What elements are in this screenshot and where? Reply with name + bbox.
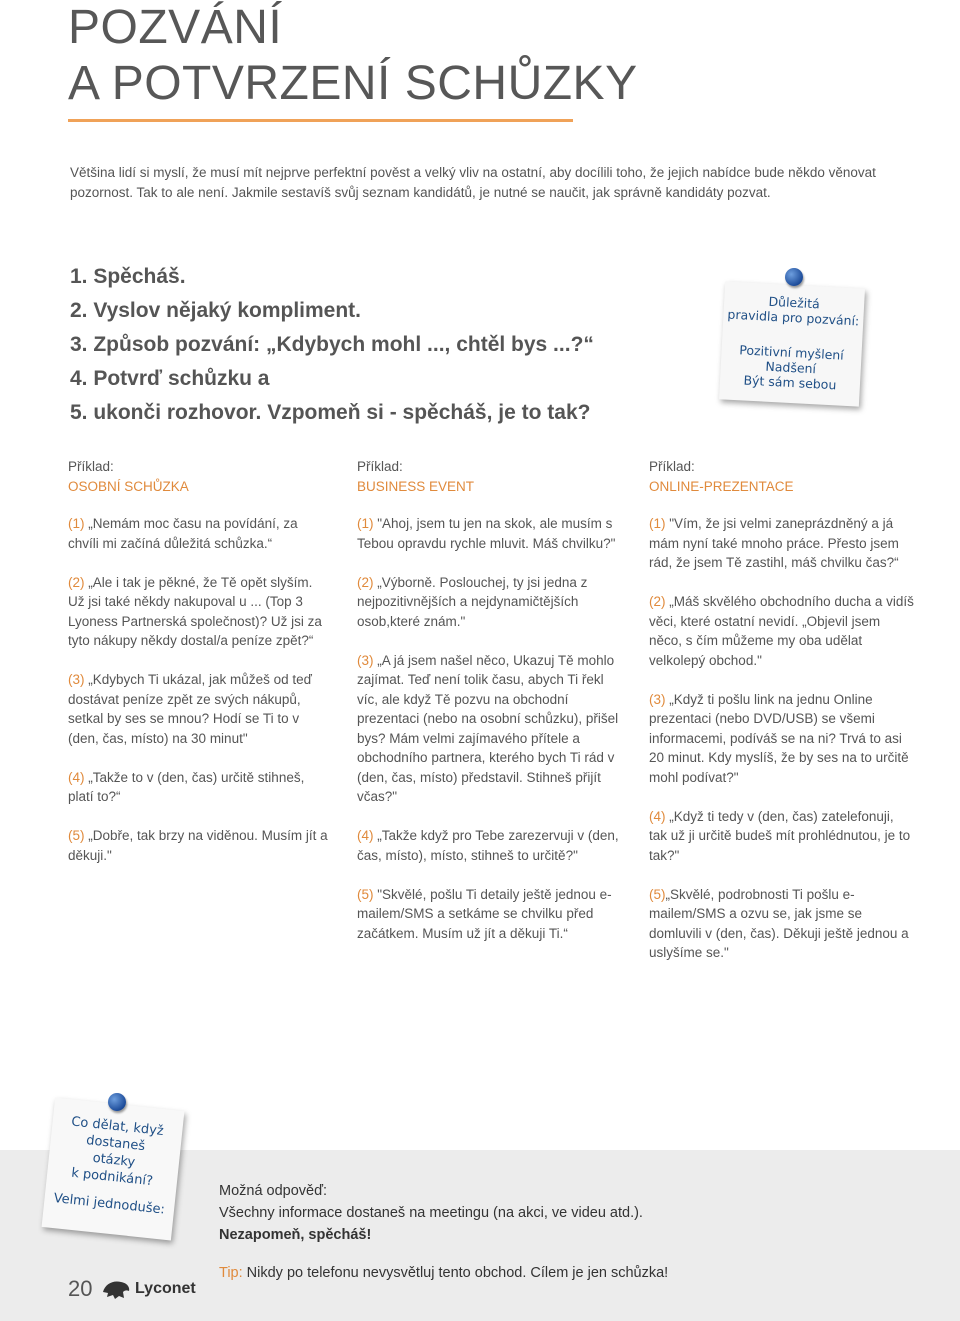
step-text: "Vím, že jsi velmi zaneprázdněný a já mám nyní také mnoho práce. Přesto jsem rád, že jsem Tě zastihl, máš chvilku čas?“	[649, 516, 899, 570]
pushpin-icon	[108, 1093, 126, 1111]
dialog-step	[357, 826, 622, 865]
title-divider	[68, 119, 573, 122]
example-category: ONLINE-PREZENTACE	[649, 478, 794, 494]
page-title	[68, 0, 638, 112]
step-3: 3. Způsob pozvání: „Kdybych mohl ..., chtěl bys ...?“	[70, 333, 594, 356]
note-line: k podnikání?	[70, 1165, 154, 1190]
step-number: (2)	[357, 574, 374, 590]
example-label: Příklad:	[357, 459, 403, 474]
step-number: (2)	[649, 594, 666, 609]
lion-icon	[101, 1278, 131, 1300]
page-number: 20	[68, 1276, 93, 1301]
tip	[219, 1265, 668, 1281]
pushpin-icon	[785, 268, 803, 286]
step-text: „A já jsem našel něco, Ukazuj Tě mohlo zajímat. Teď není tolik času, abych Ti řekl víc, ale když Tě pozvu na obchodní prezentaci (nebo na osobní schůzku), přišel bys? Mám velmi zajímavého přítele a obchodního partnera, kterého bych Ti rád v (den, čas, místo) představil. Stihneš přijít včas?"	[357, 652, 619, 804]
dialog-step	[357, 651, 622, 807]
steps-list	[70, 260, 594, 430]
rule-item: Nadšení	[765, 358, 817, 377]
step-number: (1)	[357, 516, 374, 531]
step-text: „Takže když pro Tebe zarezervuji v (den, čas, místo), místo, stihneš to určitě?"	[357, 828, 619, 863]
step-text: "Skvělé, pošlu Ti detaily ještě jednou e-mailem/SMS a setkáme se chvilku před začátkem. Musím už jít a děkuji Ti.“	[357, 886, 612, 941]
step-number: (5)	[649, 886, 666, 902]
step-number: (4)	[357, 828, 374, 843]
example-label: Příklad:	[649, 459, 695, 474]
answer-text: Všechny informace dostaneš na meetingu (na akci, ve videu atd.).	[219, 1205, 643, 1221]
dialog-step	[68, 573, 328, 651]
dialog-step	[68, 768, 328, 807]
rule-item: Pozitivní myšlení	[738, 342, 845, 363]
step-number: (1)	[68, 516, 85, 531]
step-number: (3)	[68, 672, 85, 687]
intro-paragraph: Většina lidí si myslí, že musí mít nejprve perfektní pověst a velký vliv na ostatní, aby docílili toho, že jejich nabídce bude někdo věnovat pozornost. Tak to ale není. Jakmile sestavíš svůj seznam kandidátů, je nutné se naučit, jak správně kandidáty pozvat.	[70, 165, 876, 200]
dialog-step	[68, 670, 328, 748]
dialog-step	[68, 826, 328, 865]
answer-label: Možná odpověď:	[219, 1183, 328, 1199]
dialog-step	[357, 573, 622, 632]
tip-text: Nikdy po telefonu nevysvětluj tento obchod. Cílem je jen schůzka!	[242, 1265, 669, 1281]
example-column-business-event	[357, 457, 622, 963]
dialog-step	[357, 514, 622, 553]
step-number: (1)	[649, 516, 666, 531]
step-number: (4)	[68, 769, 85, 785]
logo-text: Lyconet	[135, 1280, 196, 1297]
rules-heading-2: pravidla pro pozvání:	[727, 306, 860, 329]
rules-sticky-note	[719, 281, 865, 406]
note-line: dostaneš	[85, 1133, 146, 1155]
dialog-step	[649, 592, 914, 670]
rules-heading-1: Důležitá	[768, 293, 821, 312]
step-2: 2. Vyslov nějaký kompliment.	[70, 299, 362, 322]
step-text: „Ale i tak je pěkné, že Tě opět slyším. Už jsi také někdy nakupoval u ... (Top 3 Lyoness Partnerská společnost)? Už jsi za tyto nákupy někdy dostal/a peníze zpět?“	[68, 574, 322, 648]
step-5: 5. ukonči rozhovor. Vzpomeň si - spěcháš, je to tak?	[70, 401, 591, 424]
example-category: OSOBNÍ SCHŮZKA	[68, 478, 189, 494]
step-text: „Máš skvělého obchodního ducha a vidíš věci, které ostatní nevidí. „Objevil jsem něco, s čím můžeme my oba udělat velkolepý obchod."	[649, 594, 914, 668]
answer-emphasis: Nezapomeň, spěcháš!	[219, 1227, 372, 1243]
note-line: otázky	[91, 1150, 136, 1171]
page-title-line-1: POZVÁNÍ	[68, 1, 283, 54]
step-text: „Dobře, tak brzy na viděnou. Musím jít a děkuji."	[68, 828, 328, 863]
dialog-step	[649, 885, 914, 963]
step-1: 1. Spěcháš.	[70, 265, 186, 288]
step-text: „Takže to v (den, čas) určitě stihneš, platí to?“	[68, 769, 305, 804]
questions-sticky-note	[42, 1098, 185, 1241]
step-text: „Nemám moc času na povídání, za chvíli mi začíná důležitá schůzka.“	[68, 516, 298, 551]
rule-item: Být sám sebou	[743, 372, 837, 393]
step-4: 4. Potvrď schůzku a	[70, 367, 270, 390]
step-text: „Kdybych Ti ukázal, jak můžeš od teď dostávat peníze zpět ze svých nákupů, setkal by ses se mnou? Hodí se Ti to v (den, čas, místo) na 30 minut"	[68, 672, 312, 746]
tip-label: Tip:	[219, 1265, 243, 1281]
example-column-personal	[68, 457, 328, 885]
step-text: "Ahoj, jsem tu jen na skok, ale musím s Tebou opravdu rychle mluvit. Máš chvilku?"	[357, 516, 616, 551]
step-number: (3)	[357, 652, 374, 668]
step-number: (4)	[649, 808, 666, 824]
dialog-step	[649, 514, 914, 573]
step-text: „Když ti pošlu link na jednu Online prezentaci (nebo DVD/USB) se všemi informacemi, podíváš se na ni? Trvá to asi 20 minut. Kdy myslíš, že by ses na to určitě mohl podívat?"	[649, 691, 909, 785]
possible-answer	[219, 1180, 919, 1246]
step-number: (5)	[357, 886, 374, 902]
brand-logo	[101, 1278, 196, 1300]
note-line: Co dělat, když	[70, 1114, 165, 1140]
example-column-online-presentation	[649, 457, 914, 982]
note-footer: Velmi jednoduše:	[52, 1191, 166, 1218]
dialog-step	[357, 885, 622, 944]
step-text: „Když ti tedy v (den, čas) zatelefonuji, tak už ji určitě budeš mít prohlédnutou, je to tak?"	[649, 808, 911, 863]
example-category: BUSINESS EVENT	[357, 478, 475, 494]
dialog-step	[649, 807, 914, 866]
step-text: „Výborně. Poslouchej, ty jsi jedna z nejpozitivnějších a nejdynamičtějších osob,které znám."	[357, 574, 588, 629]
step-number: (5)	[68, 828, 85, 843]
step-number: (2)	[68, 574, 85, 590]
step-text: „Skvělé, podrobnosti Ti pošlu e-mailem/SMS a ozvu se, jak jsme se domluvili v (den, čas). Děkuji ještě jednou a uslyšíme se."	[649, 886, 909, 960]
example-label: Příklad:	[68, 459, 114, 474]
dialog-step	[649, 690, 914, 788]
step-number: (3)	[649, 691, 666, 707]
dialog-step	[68, 514, 328, 553]
page-title-line-2: A POTVRZENÍ SCHŮZKY	[68, 57, 638, 110]
